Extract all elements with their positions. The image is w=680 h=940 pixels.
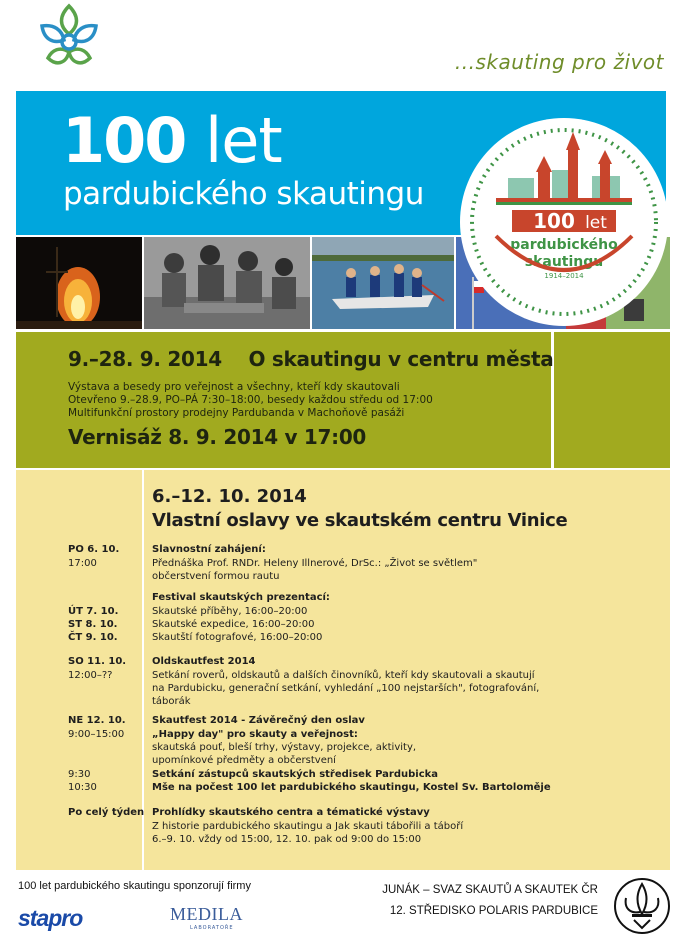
schedule-text: táborák: [152, 696, 191, 707]
schedule-time: 9:30: [68, 769, 91, 780]
main-subtitle: pardubického skautingu: [63, 176, 424, 212]
schedule-time: 10:30: [68, 782, 97, 793]
schedule-day: Po celý týden: [68, 807, 145, 818]
schedule-text: Z historie pardubického skautingu a Jak skauti tábořili a táboří: [152, 821, 464, 832]
schedule-subtitle: „Happy day" pro skauty a veřejnost:: [152, 729, 358, 740]
badge-word: let: [585, 213, 607, 233]
schedule-text: Setkání roverů, oldskautů a dalších činovníků, kteří kdy skautovali a skautují: [152, 670, 535, 681]
exhibition-line: Výstava a besedy pro veřejnost a všechny, kteří kdy skautovali: [68, 381, 400, 393]
schedule-text: Přednáška Prof. RNDr. Heleny Illnerové, DrSc.: „Život se světlem": [152, 558, 478, 569]
schedule-day: NE 12. 10.: [68, 715, 126, 726]
exhibition-band-right: [554, 332, 670, 468]
schedule-day: SO 11. 10.: [68, 656, 127, 667]
schedule-text: na Pardubicku, generační setkání, vyhledání „100 nejstarších", fotografování,: [152, 683, 540, 694]
schedule-title: Oldskautfest 2014: [152, 656, 256, 667]
schedule-title: Setkání zástupců skautských středisek Pardubicka: [152, 769, 439, 780]
schedule-text: Skautští fotografové, 16:00–20:00: [152, 632, 323, 643]
schedule-title: Mše na počest 100 let pardubického skautingu, Kostel Sv. Bartoloměje: [152, 782, 551, 793]
title-number: 100: [62, 104, 186, 177]
schedule-time: 9:00–15:00: [68, 729, 125, 740]
schedule-text: Skautské expedice, 16:00–20:00: [152, 619, 315, 630]
schedule-day: PO 6. 10.: [68, 544, 120, 555]
organization-name: JUNÁK – SVAZ SKAUTŮ A SKAUTEK ČR: [382, 884, 598, 896]
schedule-text: skautská pouť, bleší trhy, výstavy, projekce, aktivity,: [152, 742, 417, 753]
scout-trefoil-logo-icon: [34, 2, 104, 74]
sponsor-medila-subtitle: LABORATOŘE: [190, 925, 234, 931]
photo-canoe: [312, 237, 454, 329]
vernisage-date: Vernisáž 8. 9. 2014 v 17:00: [68, 425, 367, 449]
anniversary-badge: [456, 114, 672, 330]
badge-line2: skautingu: [524, 254, 604, 270]
schedule-title: Skautfest 2014 - Závěrečný den oslav: [152, 715, 365, 726]
badge-years: 1914–2014: [544, 272, 584, 280]
badge-line1: pardubického: [510, 237, 618, 253]
tagline: ...skauting pro život: [454, 50, 664, 74]
schedule-text: Skautské příběhy, 16:00–20:00: [152, 606, 308, 617]
schedule-text: 6.–9. 10. vždy od 15:00, 12. 10. pak od 9:00 do 15:00: [152, 834, 422, 845]
schedule-day: ČT 9. 10.: [68, 632, 118, 643]
schedule-title: Prohlídky skautského centra a tématické výstavy: [152, 807, 430, 818]
schedule-title: Slavnostní zahájení:: [152, 544, 266, 555]
badge-number: 100: [533, 209, 575, 233]
scout-lily-logo-icon: [612, 876, 672, 936]
exhibition-line: Multifunkční prostory prodejny Pardubanda v Machoňově pasáži: [68, 407, 405, 419]
schedule-day: ST 8. 10.: [68, 619, 118, 630]
photo-scouts-group: [144, 237, 310, 329]
schedule-time: 17:00: [68, 558, 97, 569]
schedule-day: ÚT 7. 10.: [68, 606, 119, 617]
sponsors-label: 100 let pardubického skautingu sponzorují firmy: [18, 880, 251, 892]
exhibition-line: Otevřeno 9.–28.9, PO–PÁ 7:30–18:00, besedy každou středu od 17:00: [68, 394, 433, 406]
celebration-title: Vlastní oslavy ve skautském centru Vinice: [152, 510, 568, 531]
schedule-text: občerstvení formou rautu: [152, 571, 280, 582]
schedule-title: Festival skautských prezentací:: [152, 592, 330, 603]
schedule-text: upomínkové předměty a občerstvení: [152, 755, 336, 766]
main-title: [62, 104, 282, 177]
title-word: let: [205, 104, 282, 177]
organization-unit: 12. STŘEDISKO POLARIS PARDUBICE: [389, 905, 598, 917]
schedule-time: 12:00–??: [68, 670, 113, 681]
exhibition-heading: 9.–28. 9. 2014 O skautingu v centru města: [68, 347, 554, 371]
celebration-dates: 6.–12. 10. 2014: [152, 486, 307, 507]
sponsor-stapro-logo: stapro: [18, 905, 83, 931]
photo-campfire: [16, 237, 142, 329]
sponsor-medila-logo: MEDILA: [170, 904, 243, 924]
